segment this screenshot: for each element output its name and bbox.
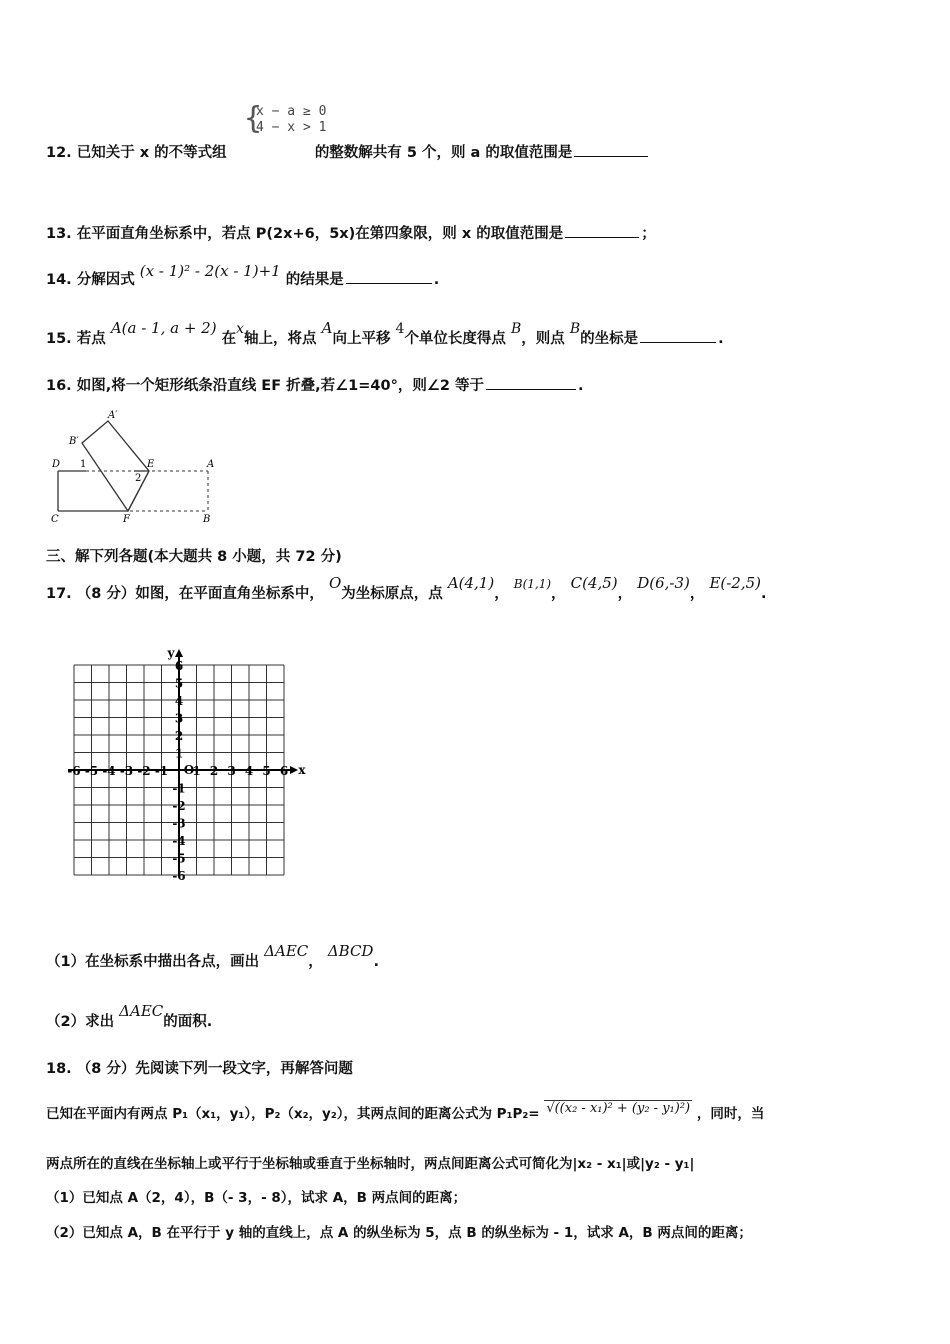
coordinate-grid[interactable] — [60, 643, 315, 893]
answer-blank-14[interactable] — [346, 282, 432, 284]
label-e: E — [147, 459, 155, 470]
q15-prefix: 15. 若点 — [46, 331, 106, 347]
y-axis-arrow — [175, 649, 183, 657]
q15-B2: B — [569, 321, 581, 337]
triangle-bcd: ΔBCD — [327, 942, 374, 960]
part2-prefix: （2）求出 — [46, 1014, 115, 1030]
grid-labels — [67, 646, 306, 883]
question-17 — [46, 574, 767, 603]
part2-suffix: 的面积. — [163, 1014, 213, 1030]
q13-end: ； — [641, 226, 656, 242]
y-tick-label: -3 — [172, 816, 186, 831]
answer-blank-15[interactable] — [640, 341, 716, 343]
sep-4: ， — [689, 586, 705, 602]
label-a: A — [207, 459, 215, 470]
label-a-prime: A′ — [108, 410, 118, 421]
y-tick-label: -1 — [172, 781, 186, 796]
point-d: D(6,-3) — [637, 574, 690, 592]
question-18-title: 18. （8 分）先阅读下列一段文字，再解答问题 — [46, 1061, 353, 1077]
question-13 — [46, 222, 656, 243]
label-d: D — [52, 459, 61, 470]
x-tick-label: 2 — [209, 764, 219, 778]
point-a: A(4,1) — [447, 574, 495, 592]
triangle-aec-2: ΔAEC — [119, 1002, 164, 1020]
q18-line1-b: ，同时，当 — [696, 1106, 765, 1122]
q15-t5: ，则点 — [521, 331, 565, 347]
q14-suffix: 的结果是 — [285, 272, 344, 288]
q15-t2: 轴上，将点 — [244, 331, 317, 347]
y-tick-label: 1 — [174, 746, 184, 761]
answer-blank-16[interactable] — [486, 388, 576, 390]
q18-line-1 — [46, 1102, 764, 1122]
part1-prefix: （1）在坐标系中描出各点，画出 — [46, 954, 260, 970]
q17-mid: 为坐标原点，点 — [341, 586, 443, 602]
q14-end: . — [433, 272, 440, 288]
folded-strip — [82, 421, 149, 511]
origin-label: O — [183, 763, 195, 777]
q12-suffix: 的整数解共有 5 个，则 a 的取值范围是 — [314, 145, 573, 161]
x-axis-arrow — [290, 766, 298, 774]
section-3-heading: 三、解下列各题(本大题共 8 小题，共 72 分) — [46, 549, 342, 565]
q17-part-2 — [46, 1002, 213, 1031]
q16-end: . — [577, 378, 584, 394]
q12-prefix: 12. 已知关于 x 的不等式组 — [46, 145, 227, 161]
q14-expression: (x - 1)² - 2(x - 1)+1 — [139, 262, 281, 280]
question-12 — [46, 141, 650, 162]
x-tick-label: 6 — [279, 764, 289, 778]
label-angle-2: 2 — [135, 473, 142, 484]
x-tick-label: -2 — [137, 764, 151, 778]
y-tick-label: 6 — [174, 659, 184, 673]
label-b-prime: B′ — [69, 436, 79, 447]
label-f: F — [123, 514, 130, 525]
q15-B: B — [511, 321, 522, 337]
sep-3: ， — [617, 586, 633, 602]
q15-A: A — [321, 319, 333, 337]
q17-end: . — [761, 586, 767, 602]
x-tick-label: -4 — [102, 764, 116, 778]
distance-formula: √((x₂ - x₁)² + (y₂ - y₁)²) — [546, 1101, 691, 1116]
q18-part-1: （1）已知点 A（2，4），B（- 3，- 8），试求 A，B 两点间的距离； — [46, 1190, 467, 1206]
point-c: C(4,5) — [570, 574, 618, 592]
label-angle-1: 1 — [80, 459, 87, 470]
tri-sep: ， — [308, 954, 323, 970]
q18-line1-a: 已知在平面内有两点 P₁（x₁，y₁），P₂（x₂，y₂），其两点间的距离公式为 P₁P₂= — [46, 1106, 540, 1122]
q14-prefix: 14. 分解因式 — [46, 272, 135, 288]
inequality-2: 4 − x > 1 — [256, 120, 327, 135]
point-b: B(1,1) — [513, 577, 552, 591]
x-tick-label: -6 — [67, 764, 81, 778]
x-tick-label: -1 — [154, 764, 169, 778]
x-axis-label: x — [298, 763, 306, 777]
y-tick-label: 5 — [174, 676, 184, 691]
x-tick-label: 5 — [262, 764, 271, 778]
q18-part-2: （2）已知点 A，B 在平行于 y 轴的直线上，点 A 的纵坐标为 5，点 B 的纵坐标为 - 1，试求 A，B 两点间的距离； — [46, 1225, 752, 1241]
x-tick-label: 3 — [227, 764, 236, 778]
inequality-1: x − a ≥ 0 — [256, 104, 327, 119]
q15-t3: 向上平移 — [332, 331, 391, 347]
sep-1: ， — [494, 586, 509, 602]
q15-point: A(a - 1, a + 2) — [110, 319, 217, 337]
fold-diagram — [46, 405, 226, 535]
label-c: C — [51, 514, 59, 525]
x-tick-label: 1 — [192, 764, 201, 778]
question-15 — [46, 319, 724, 348]
q17-prefix: 17. （8 分）如图，在平面直角坐标系中， — [46, 586, 324, 602]
q15-t6: 的坐标是 — [580, 331, 639, 347]
question-14 — [46, 262, 440, 289]
sep-2: ， — [551, 586, 566, 602]
y-axis-label: y — [167, 646, 175, 660]
y-tick-label: -6 — [172, 869, 186, 883]
x-tick-label: -3 — [119, 764, 134, 778]
q15-t1: 在 — [221, 331, 237, 347]
part1-end: . — [373, 954, 379, 970]
x-tick-label: -5 — [84, 764, 99, 778]
y-tick-label: 4 — [174, 694, 184, 708]
triangle-aec: ΔAEC — [264, 942, 309, 960]
q15-x: x — [236, 321, 245, 337]
q15-t4: 个单位长度得点 — [404, 331, 506, 347]
q13-text: 13. 在平面直角坐标系中，若点 P(2x+6，5x)在第四象限，则 x 的取值范围是 — [46, 226, 564, 242]
y-tick-label: 3 — [174, 711, 184, 726]
inequality-system: { x − a ≥ 0 4 − x > 1 — [244, 101, 327, 136]
q16-text: 16. 如图,将一个矩形纸条沿直线 EF 折叠,若∠1=40°，则∠2 等于 — [46, 378, 484, 394]
x-tick-label: 4 — [244, 764, 254, 778]
y-tick-label: -2 — [172, 799, 186, 813]
label-b: B — [203, 514, 211, 525]
y-tick-label: 2 — [174, 729, 184, 743]
answer-blank-12[interactable] — [574, 155, 648, 157]
q17-part-1 — [46, 942, 379, 971]
answer-blank-13[interactable] — [565, 236, 639, 238]
y-tick-label: -5 — [172, 851, 186, 866]
q17-origin: O — [328, 574, 342, 592]
y-tick-label: -4 — [172, 834, 186, 848]
q18-line-2: 两点所在的直线在坐标轴上或平行于坐标轴或垂直于坐标轴时，两点间距离公式可简化为|x₂ - x₁|或|y₂ - y₁| — [46, 1156, 695, 1172]
question-16 — [46, 374, 583, 395]
q15-end: . — [718, 331, 724, 347]
q15-n: 4 — [395, 321, 405, 337]
point-e: E(-2,5) — [709, 574, 762, 592]
